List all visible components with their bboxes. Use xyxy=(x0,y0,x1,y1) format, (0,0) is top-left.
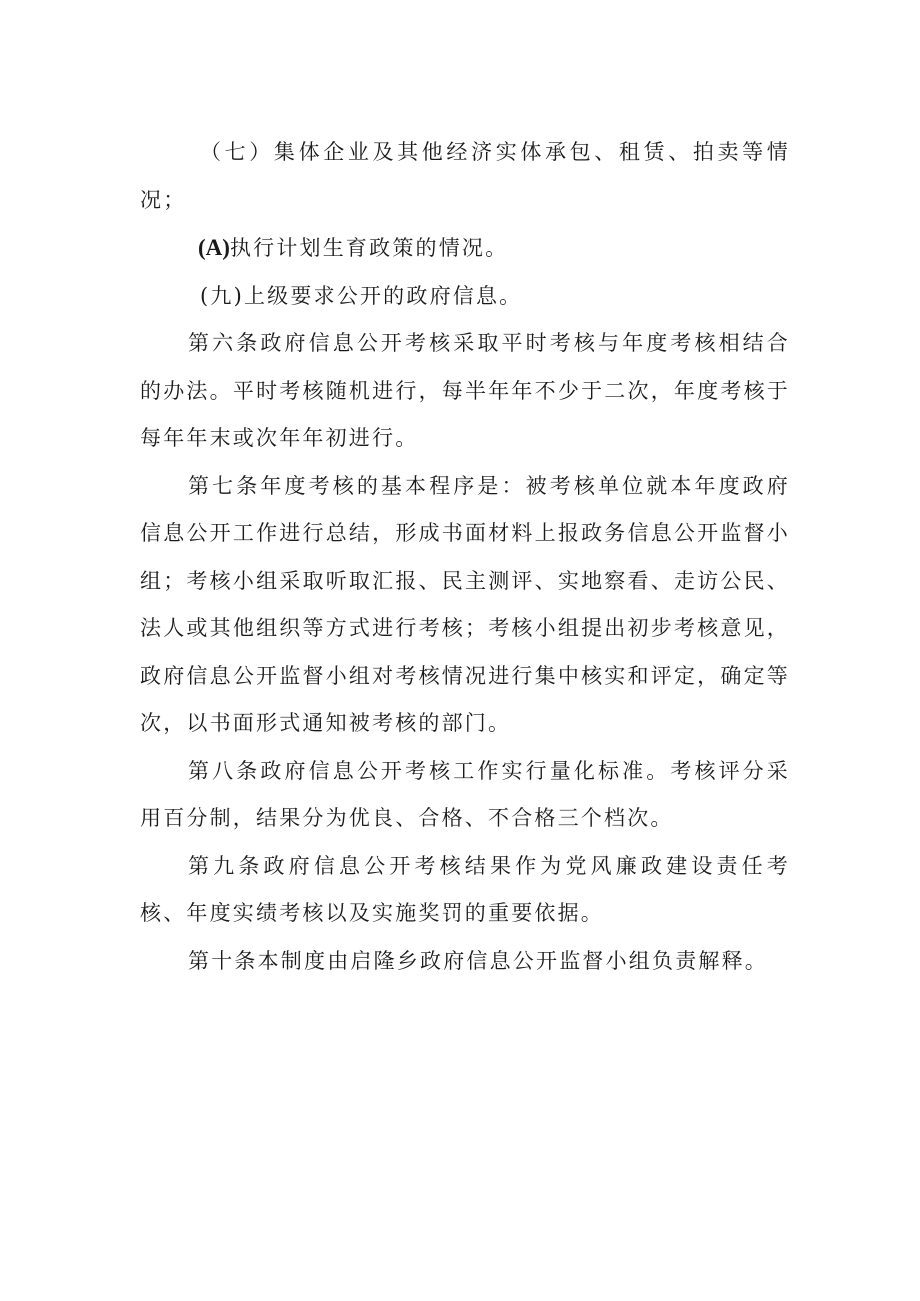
article-6: 第六条政府信息公开考核采取平时考核与年度考核相结合的办法。平时考核随机进行，每半年年不少于二次，年度考核于每年年末或次年年初进行。 xyxy=(140,331,790,450)
article-10: 第十条本制度由启隆乡政府信息公开监督小组负责解释。 xyxy=(188,948,768,973)
list-item-8-marker: (A) xyxy=(198,235,230,260)
list-item-9: (九)上级要求公开的政府信息。 xyxy=(200,283,523,308)
document-body xyxy=(140,129,790,985)
list-item-8-text: 执行计划生育政策的情况。 xyxy=(229,236,509,260)
list-item-8 xyxy=(140,224,790,273)
article-9: 第九条政府信息公开考核结果作为党风廉政建设责任考核、年度实绩考核以及实施奖罚的重要依据。 xyxy=(140,853,790,925)
article-8: 第八条政府信息公开考核工作实行量化标准。考核评分采用百分制，结果分为优良、合格、不合格三个档次。 xyxy=(140,758,790,830)
list-item-7: （七）集体企业及其他经济实体承包、租赁、拍卖等情况； xyxy=(140,140,790,212)
article-7: 第七条年度考核的基本程序是：被考核单位就本年度政府信息公开工作进行总结，形成书面材料上报政务信息公开监督小组；考核小组采取听取汇报、民主测评、实地察看、走访公民、法人或其他组织等方式进行考核；考核小组提出初步考核意见，政府信息公开监督小组对考核情况进行集中核实和评定，确定等次，以书面形式通知被考核的部门。 xyxy=(140,473,790,735)
